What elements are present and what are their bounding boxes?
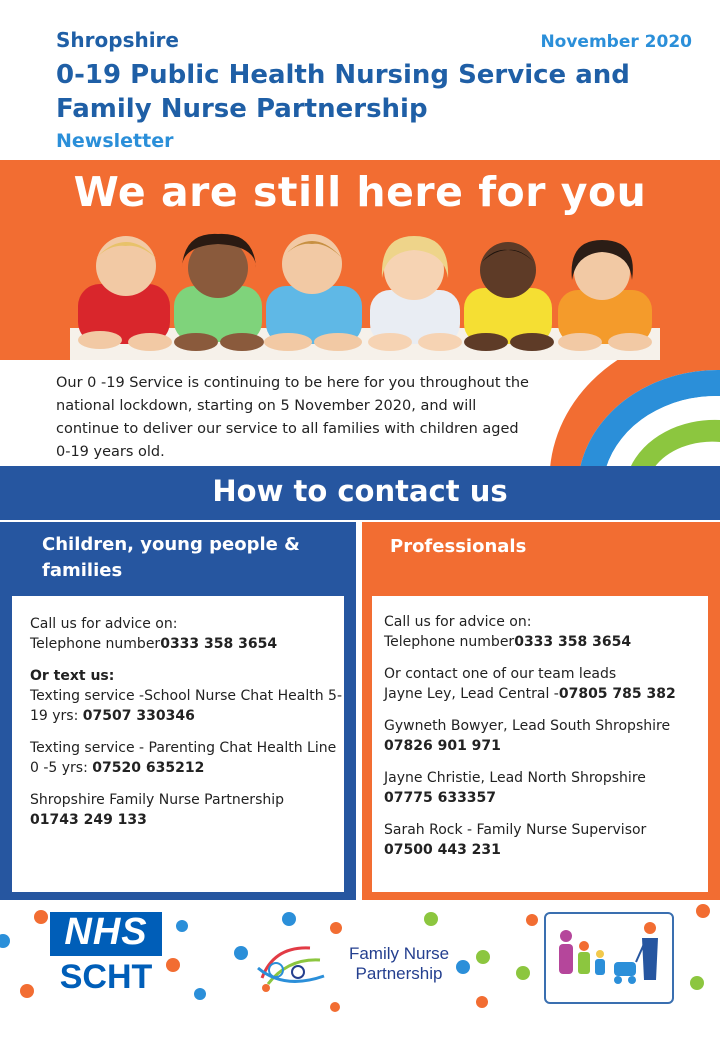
nhs-logo-icon: [50, 912, 162, 956]
phone-number: 0333 358 3654: [160, 636, 278, 652]
school-chat-number: 07507 330346: [82, 708, 195, 724]
contact-title: How to contact us: [212, 474, 508, 508]
lead-south-number: 07826 901 971: [384, 738, 501, 754]
newsletter-date: November 2020: [540, 32, 692, 52]
decor-dot: [516, 966, 530, 980]
hero-banner: [0, 160, 720, 360]
professionals-heading: Professionals: [390, 536, 527, 557]
decor-dot: [330, 922, 342, 934]
decor-dot: [476, 950, 490, 964]
decor-dot: [176, 920, 188, 932]
page-title: 0-19 Public Health Nursing Service and Family Nurse Partnership: [56, 60, 630, 124]
children-photo-icon: [70, 228, 660, 360]
parenting-chat-number: 07520 635212: [92, 760, 205, 776]
fnp-logo-text: Family Nurse Partnership: [348, 944, 450, 983]
banner-title: We are still here for you: [73, 168, 647, 216]
supervisor-number: 07500 443 231: [384, 842, 501, 858]
lead-central: Jayne Ley, Lead Central -07805 785 382: [384, 686, 676, 702]
decor-dot: [166, 958, 180, 972]
advice-label: Call us for advice on:: [30, 616, 178, 632]
scht-text: SCHT: [59, 958, 153, 996]
families-panel: [0, 522, 356, 900]
decor-dot: [424, 912, 438, 926]
decor-dot: [20, 984, 34, 998]
footer-logos: [0, 900, 720, 1040]
contact-banner: [0, 466, 720, 520]
professionals-card: [372, 596, 708, 892]
decor-dot: [330, 1002, 340, 1012]
page-subtitle: Newsletter: [56, 130, 174, 152]
family-illustration-logo-icon: [544, 912, 674, 1004]
professionals-panel: [362, 522, 720, 900]
rainbow-graphic-icon: [540, 360, 720, 468]
leads-intro: Or contact one of our team leads: [384, 666, 617, 682]
decor-dot: [690, 976, 704, 990]
text-heading: Or text us:: [30, 668, 115, 684]
decor-dot: [194, 988, 206, 1000]
school-chat-line: Texting service -School Nurse Chat Health 5-19 yrs: 07507 330346: [30, 688, 342, 724]
families-heading: Children, young people & families: [42, 534, 300, 581]
supervisor-label: Sarah Rock - Family Nurse Supervisor: [384, 822, 647, 838]
lead-south-label: Gywneth Bowyer, Lead South Shropshire: [384, 718, 671, 734]
decor-dot: [34, 910, 48, 924]
nhs-logo-text: NHS: [64, 911, 148, 953]
advice-label: Call us for advice on:: [384, 614, 532, 630]
decor-dot: [234, 946, 248, 960]
decor-dot: [696, 904, 710, 918]
family-illustration-icon: [546, 914, 672, 1002]
decor-dot: [526, 914, 538, 926]
family-nurse-partnership-logo-icon: [254, 938, 332, 996]
decor-dot: [476, 996, 488, 1008]
fnp-number: 01743 249 133: [30, 812, 147, 828]
decor-dot: [282, 912, 296, 926]
parenting-chat-line: Texting service - Parenting Chat Health Line 0 -5 yrs: 07520 635212: [30, 740, 337, 776]
families-card: [12, 596, 344, 892]
decor-dot: [0, 934, 10, 948]
fnp-label: Shropshire Family Nurse Partnership: [30, 792, 285, 808]
intro-text: Our 0 -19 Service is continuing to be here for you throughout the national lockdown, starting on 5 November 2020, and will continue to deliver our service to all families with children aged 0-19 years old.: [56, 375, 529, 460]
newsletter-header: [0, 0, 720, 160]
brand-name: Shropshire: [56, 28, 179, 52]
lead-north-label: Jayne Christie, Lead North Shropshire: [384, 770, 646, 786]
phone-line: Telephone number0333 358 3654: [384, 634, 632, 650]
phone-number: 0333 358 3654: [514, 634, 632, 650]
lead-north-number: 07775 633357: [384, 790, 497, 806]
phone-line: Telephone number0333 358 3654: [30, 636, 278, 652]
intro-section: [0, 360, 720, 468]
